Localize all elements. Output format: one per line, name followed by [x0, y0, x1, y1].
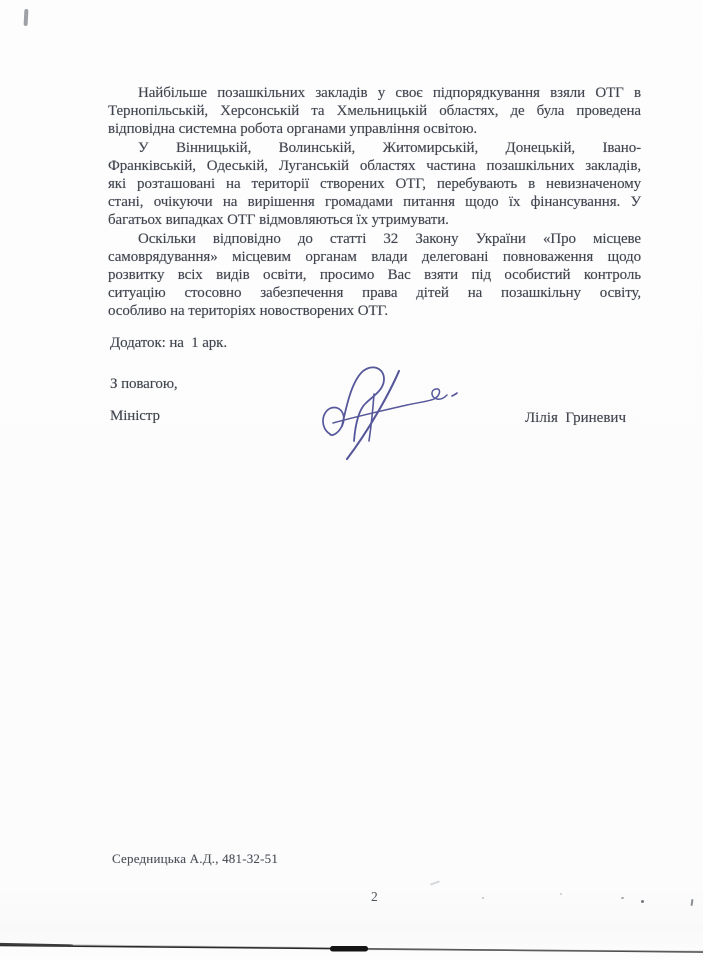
- footer-contact: Середницька А.Д., 481-32-51: [112, 851, 279, 866]
- body-line: ситуацію стосовно забезпечення права дітей на позашкільну освіту,: [108, 285, 641, 302]
- scan-artifact-speck: [482, 897, 484, 899]
- signer-name: Лілія Гриневич: [525, 410, 626, 426]
- body-line: які розташовані на території створених ОТГ, перебувають в невизначеному: [108, 176, 641, 193]
- body-line: самоврядування» місцевим органам влади делеговані повноваження щодо: [108, 248, 641, 265]
- body-line: Оскільки відповідно до статті 32 Закону України «Про місцеве: [138, 230, 641, 247]
- body-line: відповідна системна робота органами управління освітою.: [108, 121, 478, 138]
- scan-artifact-corner-mark: [24, 9, 29, 26]
- salutation: З повагою,: [110, 376, 178, 392]
- body-line: У Вінницькій, Волинській, Житомирській, Донецькій, Івано-: [138, 139, 641, 156]
- body-line: Тернопільській, Херсонській та Хмельницькій областях, де була проведена: [108, 103, 641, 120]
- scan-artifact-speck: [641, 900, 644, 903]
- body-line: Франківській, Одеській, Луганській областях частина позашкільних закладів,: [108, 157, 641, 174]
- attachment-note: Додаток: на 1 арк.: [110, 335, 227, 351]
- handwritten-signature: [308, 358, 468, 463]
- letter-body: [108, 84, 641, 321]
- scan-artifact-speck: [691, 899, 694, 906]
- scan-artifact-speck: [621, 897, 624, 899]
- scan-artifact-speck: [560, 893, 562, 895]
- body-line: особливо на територіях новостворених ОТГ.: [108, 303, 389, 320]
- body-line: розвитку всіх видів освіти, просимо Вас взяти під особистий контроль: [108, 267, 641, 284]
- body-line: багатьох випадках ОТГ відмовляються їх утримувати.: [108, 212, 449, 229]
- page-number: 2: [371, 889, 378, 904]
- signer-title: Міністр: [110, 408, 160, 424]
- body-line: стані, очікуючи на вирішення громадами питання щодо їх фінансування. У: [108, 194, 641, 211]
- scan-edge-artifact: [0, 935, 703, 960]
- scan-artifact-speck: [430, 880, 440, 885]
- body-line: Найбільше позашкільних закладів у своє підпорядкування взяли ОТГ в: [138, 85, 641, 101]
